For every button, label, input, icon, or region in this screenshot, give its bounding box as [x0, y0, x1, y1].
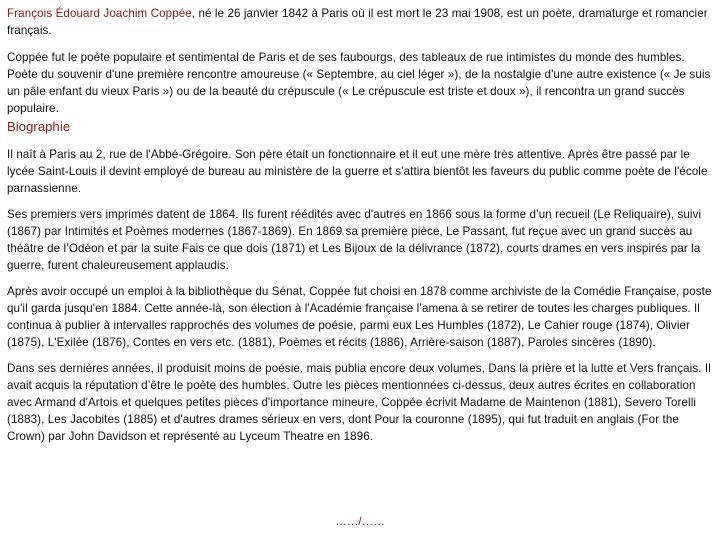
continuation-marker: ……/……	[335, 515, 385, 528]
author-name: François Édouard Joachim Coppée	[7, 7, 192, 20]
intro-paragraph	[7, 5, 713, 39]
biography-paragraph-2: Ses premiers vers imprimés datent de 1864. Ils furent réédités avec d'autres en 1866 sous la forme d’un recueil (Le Reliquaire), suivi (1867) par Intimités et Poèmes modernes (1867-1869). En 1869 sa première pièce, Le Passant, fut reçue avec un grand succès au théâtre de l’Odéon et par la suite Fais ce que dois (1871) et Les Bijoux de la délivrance (1872), courts drames en vers inspirés par la guerre, furent chaleureusement applaudis.	[7, 208, 702, 272]
summary-paragraph: Coppée fut le poète populaire et sentimental de Paris et de ses faubourgs, des tableaux de rue intimistes du monde des humbles. Poète du souvenir d'une première rencontre amoureuse (« Septembre, au ciel léger »), de la nostalgie d'une autre existence (« Je suis un pâle enfant du vieux Paris ») ou de la beauté du crépuscule (« Le crépuscule est triste et doux »), il rencontra un grand succès populaire.	[7, 51, 711, 115]
biography-paragraph-1: Il naît à Paris au 2, rue de l'Abbé-Grégoire. Son père était un fonctionnaire et il eut une mère très attentive. Après être passé par le lycée Saint-Louis il devint employé de bureau au ministère de la guerre et s'attira bientôt les faveurs du public comme poète de l'école parnassienne.	[7, 148, 708, 195]
section-heading-biographie: Biographie	[7, 119, 71, 134]
biography-paragraph-4: Dans ses dernières années, il produisit moins de poésie, mais publia encore deux volumes, Dans la prière et la lutte et Vers français. Il avait acquis la réputation d’être le poète des humbles. Outre les pièces mentionnées ci-dessus, deux autres écrites en collaboration avec Armand d'Artois et quelques petites pièces d'importance mineure, Coppée écrivit Madame de Maintenon (1881), Severo Torelli (1883), Les Jacobites (1885) et d'autres drames sérieux en vers, dont Pour la couronne (1895), qui fut traduit en anglais (For the Crown) par John Davidson et représenté au Lyceum Theatre en 1896.	[7, 362, 711, 443]
intro-text: , né le 26 janvier 1842 à Paris où il est mort le 23 mai 1908, est un poète, dramaturge et romancier français.	[7, 7, 708, 37]
biography-paragraph-3: Après avoir occupé un emploi à la bibliothèque du Sénat, Coppée fut choisi en 1878 comme archiviste de la Comédie Française, poste qu'il garda jusqu'en 1884. Cette année-là, son élection à l'Académie française l’amena à se retirer de toutes les charges publiques. Il continua à publier à intervalles rapprochés des volumes de poésie, parmi eux Les Humbles (1872), Le Cahier rouge (1874), Olivier (1875), L'Exilée (1876), Contes en vers etc. (1881), Poèmes et récits (1886), Arrière-saison (1887), Paroles sincères (1890).	[7, 285, 712, 349]
document-body	[7, 5, 713, 445]
